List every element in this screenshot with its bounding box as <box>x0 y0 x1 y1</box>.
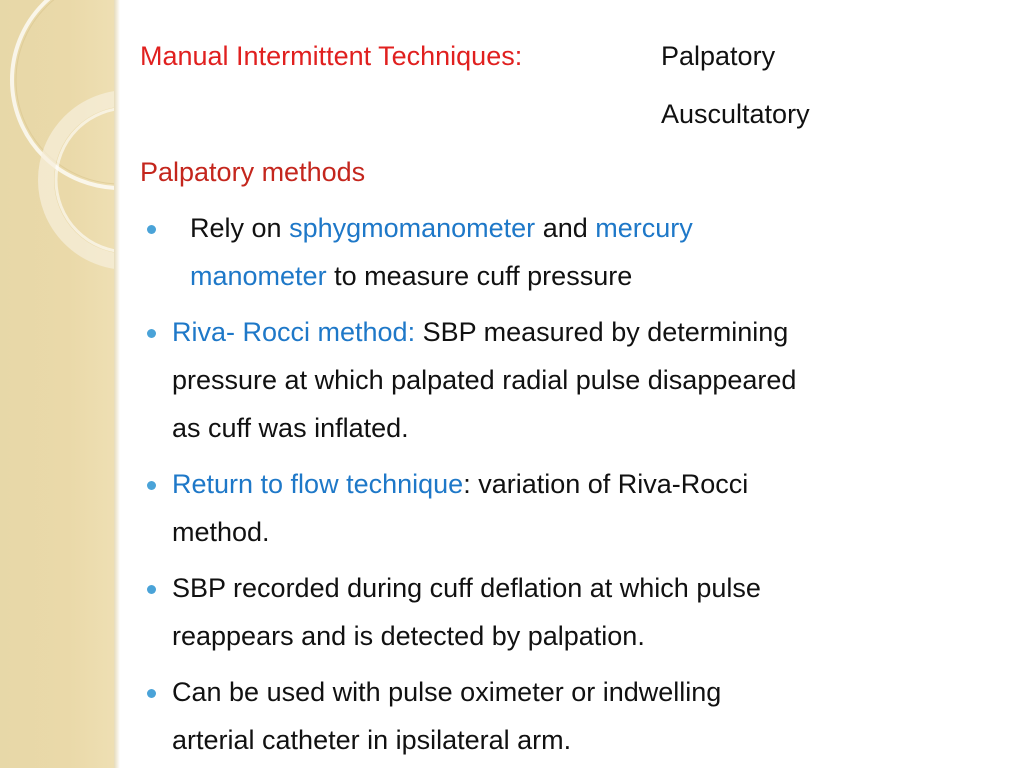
bullet-dot <box>147 585 156 594</box>
bullet-4-line-1 <box>172 564 1010 612</box>
bullet-dot <box>147 225 156 234</box>
bullet-dot <box>147 689 156 698</box>
technique-item-auscultatory: Auscultatory <box>661 99 810 129</box>
techniques-heading <box>140 32 1010 90</box>
bullet-2-line-2 <box>172 356 1010 404</box>
bullet-text: as cuff was inflated. <box>172 413 409 443</box>
bullet-4-line-2 <box>172 612 1010 660</box>
bullet-text: and <box>535 213 596 243</box>
bullet-1-line-1 <box>190 204 1010 252</box>
bullet-text: : variation of Riva-Rocci <box>463 469 749 499</box>
bullet-text: SBP recorded during cuff deflation at which pulse <box>172 573 761 603</box>
bullet-text: method. <box>172 517 270 547</box>
bullet-2-line-1 <box>172 308 1010 356</box>
bullet-2-line-3 <box>172 404 1010 452</box>
bullet-5-line-1 <box>172 668 1010 716</box>
bullet-dot <box>147 329 156 338</box>
slide-content <box>140 32 1010 772</box>
bullet-3-line-2 <box>172 508 1010 556</box>
bullet-term-mercury: mercury <box>595 213 693 243</box>
bullet-item-3 <box>140 460 1010 556</box>
bullet-text: Rely on <box>190 213 290 243</box>
bullet-item-4 <box>140 564 1010 660</box>
bullet-term-manometer: manometer <box>190 261 327 291</box>
bullet-dot <box>147 481 156 490</box>
sidebar-edge-shadow <box>114 0 120 768</box>
bullet-text: SBP measured by determining <box>415 317 789 347</box>
technique-item-palpatory: Palpatory <box>661 41 776 71</box>
bullet-term-sphygmomanometer: sphygmomanometer <box>289 213 536 243</box>
bullet-text: to measure cuff pressure <box>326 261 633 291</box>
techniques-heading-label: Manual Intermittent Techniques: <box>140 41 523 71</box>
bullet-5-line-2 <box>172 716 1010 764</box>
bullet-text: Can be used with pulse oximeter or indwelling <box>172 677 722 707</box>
bullet-3-line-1 <box>172 460 1010 508</box>
palpatory-methods-subheading: Palpatory methods <box>140 157 366 187</box>
bullet-text: reappears and is detected by palpation. <box>172 621 645 651</box>
bullet-item-1 <box>140 204 1010 300</box>
techniques-heading-second-row <box>140 90 1010 148</box>
decorative-rings-graphic <box>0 0 114 768</box>
bullet-item-2 <box>140 308 1010 452</box>
bullet-1-line-2 <box>190 252 1010 300</box>
bullet-text: arterial catheter in ipsilateral arm. <box>172 725 572 755</box>
bullet-term-riva-rocci: Riva- Rocci method: <box>172 317 416 347</box>
bullet-text: pressure at which palpated radial pulse disappeared <box>172 365 797 395</box>
bullet-term-return-to-flow: Return to flow technique <box>172 469 464 499</box>
bullet-item-5 <box>140 668 1010 764</box>
decorative-sidebar <box>0 0 114 768</box>
